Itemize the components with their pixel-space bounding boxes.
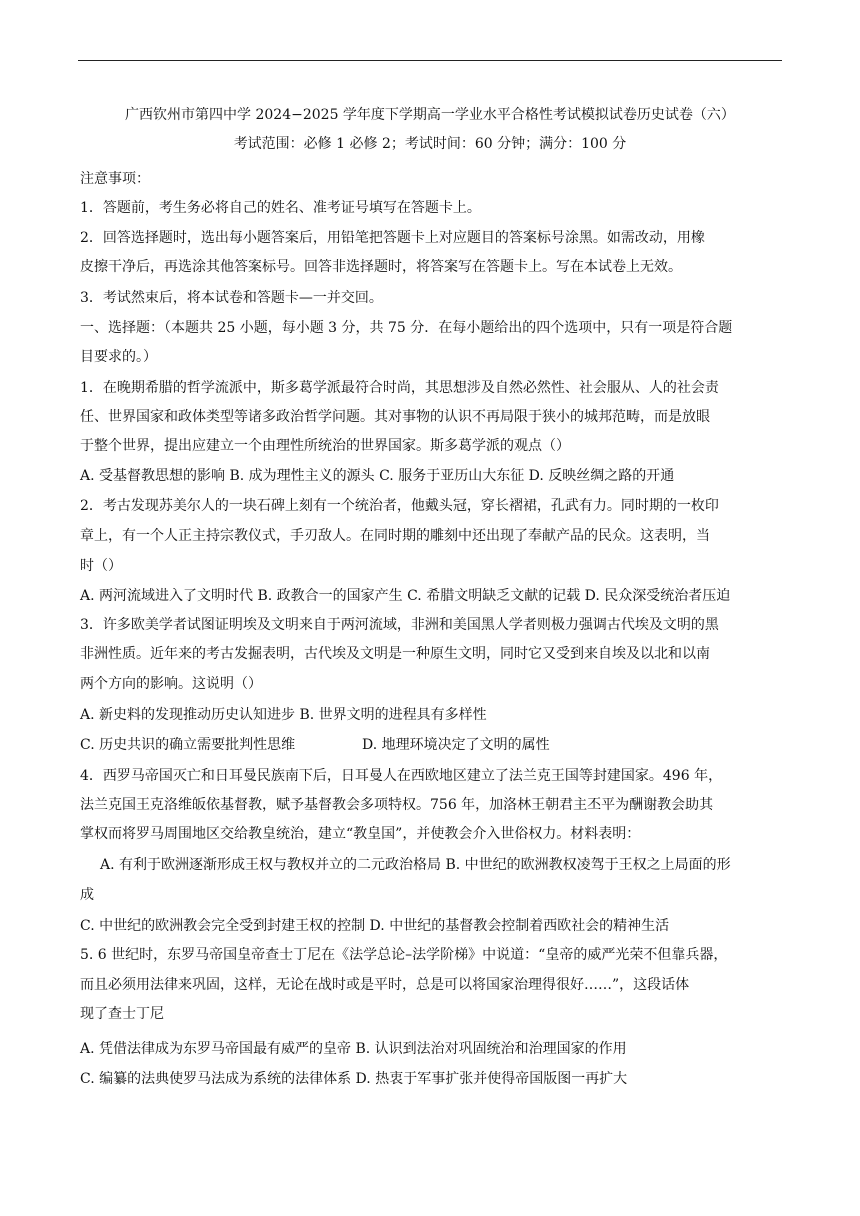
question-5-option-a-b: A. 凭借法律成为东罗马帝国最有威严的皇帝 B. 认识到法治对巩固统治和治理国家的作用: [80, 1041, 627, 1057]
question-2-line-3: 时（）: [80, 558, 122, 574]
notice-item-3: 3．考试然束后，将本试卷和答题卡—一并交回。: [80, 290, 383, 306]
question-4-line-1: 4．西罗马帝国灭亡和日耳曼民族南下后，日耳曼人在西欧地区建立了法兰克王国等封建国家。496 年，: [80, 768, 723, 784]
question-2-line-1: 2．考古发现苏美尔人的一块石碑上刻有一个统治者，他戴头冠，穿长褶裙，孔武有力。同时期的一枚印: [80, 498, 719, 514]
question-3-line-1: 3．许多欧美学者试图证明埃及文明来自于两河流域，非洲和美国黑人学者则极力强调古代埃及文明的黑: [80, 617, 719, 633]
question-5-option-c-d: C. 编纂的法典使罗马法成为系统的法律体系 D. 热衷于军事扩张并使得帝国版图一再扩大: [80, 1071, 628, 1087]
question-1-options: A. 受基督教思想的影响 B. 成为理性主义的源头 C. 服务于亚历山大东征 D. 反映丝绸之路的开通: [80, 468, 675, 484]
question-4-option-c-d: C. 中世纪的欧洲教会完全受到封建王权的控制 D. 中世纪的基督教会控制着西欧社会的精神生活: [80, 918, 670, 934]
question-2-options: A. 两河流域进入了文明时代 B. 政教合一的国家产生 C. 希腊文明缺乏文献的记载 D. 民众深受统治者压迫: [80, 588, 731, 604]
exam-title: 广西钦州市第四中学 2024−2025 学年度下学期高一学业水平合格性考试模拟试卷历史试卷（六）: [125, 107, 735, 123]
question-3-option-c: C. 历史共识的确立需要批判性思维: [80, 737, 296, 753]
question-3-line-3: 两个方向的影响。这说明（）: [80, 676, 262, 692]
question-1-line-1: 1．在晚期希腊的哲学流派中，斯多葛学派最符合时尚，其思想涉及自然必然性、社会服从、人的社会责: [80, 380, 719, 396]
top-rule: [78, 60, 782, 61]
question-4-line-2: 法兰克国王克洛维皈依基督教，赋予基督教会多项特权。756 年，加洛林王朝君主丕平为酬谢教会助其: [80, 797, 714, 813]
question-4-option-a-b: A. 有利于欧洲逐渐形成王权与教权并立的二元政治格局 B. 中世纪的欧洲教权凌驾于王权之上局面的形: [100, 857, 731, 873]
question-5-line-1: 5. 6 世纪时，东罗马帝国皇帝查士丁尼在《法学总论–法学阶梯》中说道：“皇帝的威严光荣不但靠兵器，: [80, 947, 728, 963]
question-3-option-d: D. 地理环境决定了文明的属性: [362, 737, 550, 753]
notice-item-2-line-2: 皮擦干净后，再选涂其他答案标号。回答非选择题时，将答案写在答题卡上。写在本试卷上无效。: [80, 259, 682, 275]
question-1-line-2: 任、世界国家和政体类型等诸多政治哲学问题。其对事物的认识不再局限于狭小的城邦范畴，而是放眼: [80, 409, 710, 425]
question-1-line-3: 于整个世界，提出应建立一个由理性所统治的世界国家。斯多葛学派的观点（）: [80, 438, 570, 454]
question-3-option-a-b: A. 新史料的发现推动历史认知进步 B. 世界文明的进程具有多样性: [80, 707, 487, 723]
question-5-line-3: 现了查士丁尼: [80, 1006, 164, 1022]
notice-item-1: 1．答题前，考生务必将自己的姓名、准考证号填写在答题卡上。: [80, 200, 481, 216]
notice-heading: 注意事项：: [80, 171, 150, 187]
question-2-line-2: 章上，有一个人正主持宗教仪式，手刃敌人。在同时期的雕刻中还出现了奉献产品的民众。这表明，当: [80, 528, 710, 544]
question-4-option-b-continued: 成: [80, 887, 94, 903]
question-4-line-3: 掌权而将罗马周围地区交给教皇统治，建立“教皇国”，并使教会介入世俗权力。材料表明：: [80, 826, 641, 842]
exam-scope: 考试范围：必修 1 必修 2；考试时间：60 分钟；满分：100 分: [233, 136, 627, 152]
question-5-line-2: 而且必须用法律来巩固，这样，无论在战时或是平时，总是可以将国家治理得很好……”，这段话体: [80, 977, 690, 993]
question-3-line-2: 非洲性质。近年来的考古发掘表明，古代埃及文明是一种原生文明，同时它又受到来自埃及以北和以南: [80, 646, 710, 662]
section-heading-line-1: 一、选择题：（本题共 25 小题，每小题 3 分，共 75 分．在每小题给出的四个选项中，只有一项是符合题: [80, 320, 733, 336]
notice-item-2-line-1: 2．回答选择题时，选出每小题答案后，用铅笔把答题卡上对应题目的答案标号涂黑。如需改动，用橡: [80, 230, 705, 246]
section-heading-line-2: 目要求的。）: [80, 349, 157, 365]
